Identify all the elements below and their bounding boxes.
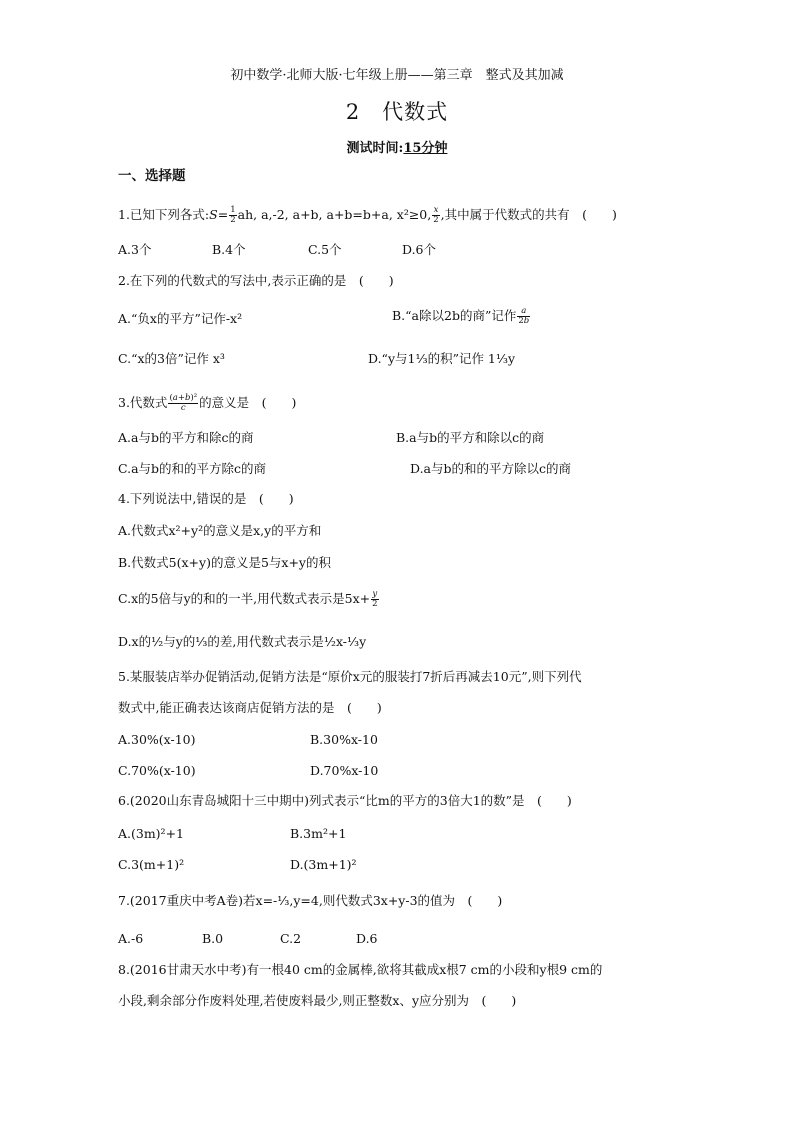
q1-tail: ,其中属于代数式的共有 ( ) (440, 207, 617, 222)
q3-option-b: B.a与b的平方和除以c的商 (396, 430, 545, 445)
fraction-ab2-over-c: $\frac{\text{(a+b)²}}{c}$ (169, 393, 198, 413)
q1-option-c: C.5个 (308, 242, 342, 257)
question-4: 4.下列说法中,错误的是 ( ) (118, 491, 294, 506)
q3-tail: 的意义是 ( ) (199, 395, 297, 410)
q6-option-d: D.(3m+1)² (290, 857, 357, 872)
q1-mid: ah, a,-2, a+b, a+b=b+a, x²≥0, (237, 207, 432, 222)
question-6: 6.(2020山东青岛城阳十三中期中)列式表示“比m的平方的3倍大1的数”是 ( ) (118, 793, 572, 808)
time-value: 15分钟 (403, 141, 448, 156)
time-label: 测试时间: (346, 141, 404, 156)
q5-option-d: D.70%x-10 (310, 763, 379, 778)
q2-option-b-text: B.“a除以2b的商”记作 (392, 308, 517, 323)
q1-option-d: D.6个 (402, 242, 437, 257)
fraction-a-over-2b: $\frac{a}{2b}$ (518, 306, 530, 326)
fraction-half: $\frac{1}{2}$ (230, 205, 236, 225)
test-time (0, 137, 794, 156)
q4-option-b: B.代数式5(x+y)的意义是5与x+y的积 (118, 555, 331, 570)
question-5-line-2: 数式中,能正确表达该商店促销方法的是 ( ) (118, 700, 382, 715)
question-8-line-2: 小段,剩余部分作废料处理,若使废料最少,则正整数x、y应分别为 ( ) (118, 993, 517, 1008)
q5-option-c: C.70%(x-10) (118, 763, 196, 778)
q3-prefix: 3.代数式 (118, 395, 168, 410)
section-heading: 一、选择题 (118, 168, 186, 184)
q6-option-c: C.3(m+1)² (118, 857, 185, 872)
q2-option-c: C.“x的3倍”记作 x³ (118, 351, 225, 366)
question-8-line-1: 8.(2016甘肃天水中考)有一根40 cm的金属棒,欲将其截成x根7 cm的小段和y根9 cm的 (118, 962, 603, 977)
q2-option-a: A.“负x的平方”记作-x² (118, 311, 243, 326)
fraction-x-over-2: $\frac{x}{2}$ (433, 205, 439, 225)
q1-option-b: B.4个 (212, 242, 246, 257)
question-5-line-1: 5.某服装店举办促销活动,促销方法是“原价x元的服装打7折后再减去10元”,则下列代 (118, 669, 582, 684)
header-subtitle: 初中数学·北师大版·七年级上册——第三章 整式及其加减 (230, 68, 564, 83)
q1-prefix: 1.已知下列各式: (118, 207, 210, 222)
q1-option-a: A.3个 (118, 242, 152, 257)
q4-option-c (118, 590, 380, 609)
q5-option-b: B.30%x-10 (310, 732, 378, 747)
q3-option-a: A.a与b的平方和除c的商 (118, 430, 254, 445)
q4-option-a: A.代数式x²+y²的意义是x,y的平方和 (118, 523, 322, 538)
question-3 (118, 394, 296, 413)
page-title: 2 代数式 (345, 100, 449, 124)
q6-option-a: A.(3m)²+1 (118, 826, 184, 841)
q2-option-d: D.“y与1⅓的积”记作 1⅓y (368, 351, 516, 366)
q4-option-c-text: C.x的5倍与y的和的一半,用代数式表示是5x+ (118, 591, 371, 606)
q6-option-b: B.3m²+1 (290, 826, 347, 841)
question-2: 2.在下列的代数式的写法中,表示正确的是 ( ) (118, 273, 394, 288)
fraction-y-over-2: $\frac{y}{2}$ (372, 589, 378, 609)
q3-option-c: C.a与b的和的平方除c的商 (118, 461, 267, 476)
q5-option-a: A.30%(x-10) (118, 732, 196, 747)
question-7: 7.(2017重庆中考A卷)若x=-⅓,y=4,则代数式3x+y-3的值为 ( ) (118, 893, 503, 908)
q7-option-d: D.6 (356, 931, 378, 946)
q4-option-d: D.x的½与y的⅓的差,用代数式表示是½x-⅓y (118, 634, 367, 649)
q3-option-d: D.a与b的和的平方除以c的商 (410, 461, 572, 476)
q7-option-b: B.0 (202, 931, 224, 946)
q7-option-a: A.-6 (118, 931, 144, 946)
q2-option-b (392, 307, 531, 326)
q7-option-c: C.2 (280, 931, 302, 946)
question-1: 1.已知下列各式:S= $\frac{1}{2}$ ah, a,-2, a+b, a+b=b+a, x²≥0, $\frac{x}{2}$ ,其中属于代数式的共有 ( ) (118, 205, 617, 225)
